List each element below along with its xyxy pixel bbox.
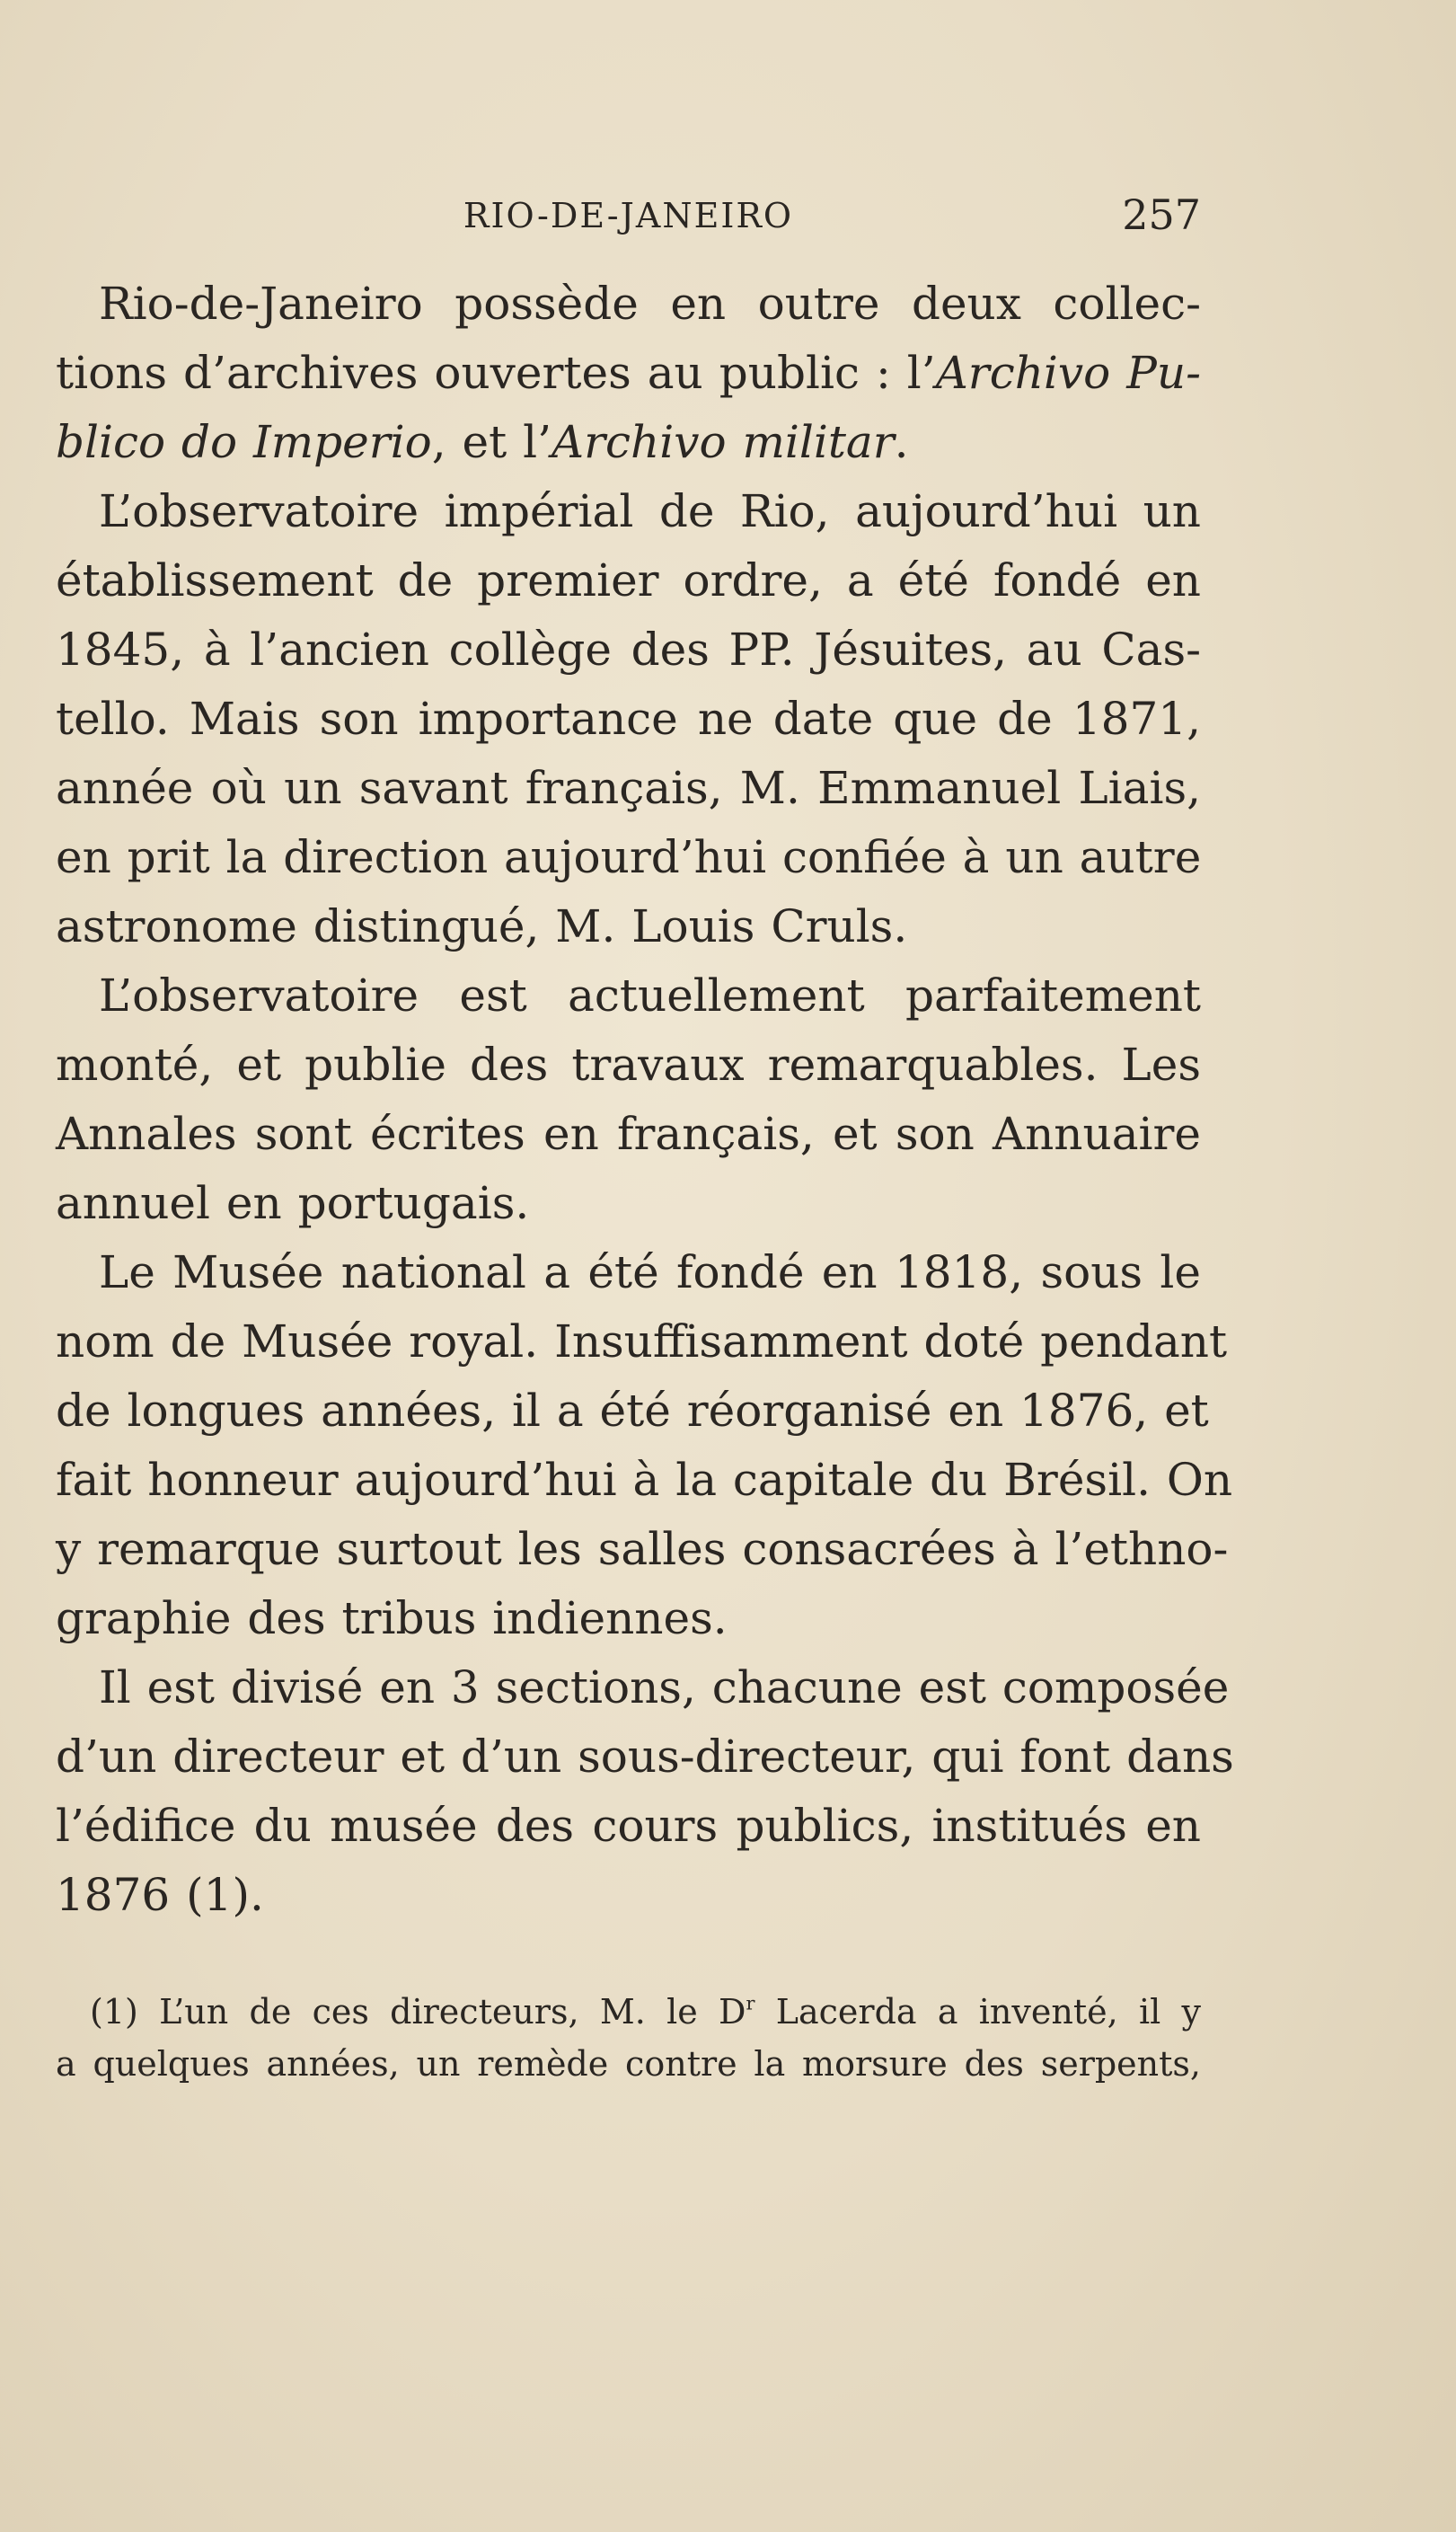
text-line: nom de Musée royal. Insuffisamment doté pendant: [56, 1315, 1228, 1368]
text-line: tions d’archives ouvertes au public : l’Archivo Pu-: [56, 347, 1201, 399]
text-line: Le Musée national a été fondé en 1818, sous le: [99, 1246, 1201, 1298]
text-line: année où un savant français, M. Emmanuel Liais,: [56, 762, 1201, 814]
text-line: graphie des tribus indiennes.: [56, 1592, 728, 1644]
text-line: L’observatoire est actuellement parfaitement: [99, 969, 1201, 1022]
italic-title: blico do Imperio: [56, 416, 432, 468]
text-line: Il est divisé en 3 sections, chacune est composée: [99, 1661, 1230, 1713]
page-number: 257: [1122, 190, 1201, 239]
running-title: RIO-DE-JANEIRO: [463, 196, 794, 235]
text-line: monté, et publie des travaux remarquables. Les: [56, 1039, 1201, 1091]
italic-title: Archivo Pu-: [935, 347, 1201, 399]
text-line: Annales sont écrites en français, et son Annuaire: [56, 1108, 1201, 1160]
text-line: d’un directeur et d’un sous-directeur, qui font dans: [56, 1731, 1234, 1783]
footnote-line: (1) L’un de ces directeurs, M. le $D^r$ Lacerda a inventé, il y: [90, 1992, 1201, 2032]
text-line: de longues années, il a été réorganisé en 1876, et: [56, 1385, 1209, 1437]
body-text: [56, 270, 1234, 1930]
text-line: 1845, à l’ancien collège des PP. Jésuites, au Cas-: [56, 624, 1201, 676]
text-line: L’observatoire impérial de Rio, aujourd’hui un: [99, 485, 1201, 537]
text-line: 1876 (1).: [56, 1869, 264, 1921]
footnote: [56, 1986, 1201, 2090]
text-line: tello. Mais son importance ne date que de 1871,: [56, 693, 1201, 745]
text-line: annuel en portugais.: [56, 1177, 530, 1229]
text-line: y remarque surtout les salles consacrées à l’ethno-: [56, 1523, 1229, 1575]
text-line: Rio-de-Janeiro possède en outre deux collec-: [99, 278, 1201, 330]
text-line: l’édifice du musée des cours publics, institués en: [56, 1800, 1201, 1852]
text-line: établissement de premier ordre, a été fondé en: [56, 554, 1201, 606]
italic-title: Archivo militar: [552, 416, 895, 468]
text-line: blico do Imperio, et l’Archivo militar.: [56, 416, 909, 468]
text-line: fait honneur aujourd’hui à la capitale du Brésil. On: [56, 1454, 1233, 1506]
running-head: [56, 190, 1201, 246]
text-line: en prit la direction aujourd’hui confiée à un autre: [56, 831, 1202, 883]
footnote-line: a quelques années, un remède contre la morsure des serpents,: [56, 2044, 1201, 2084]
text-line: astronome distingué, M. Louis Cruls.: [56, 900, 908, 952]
